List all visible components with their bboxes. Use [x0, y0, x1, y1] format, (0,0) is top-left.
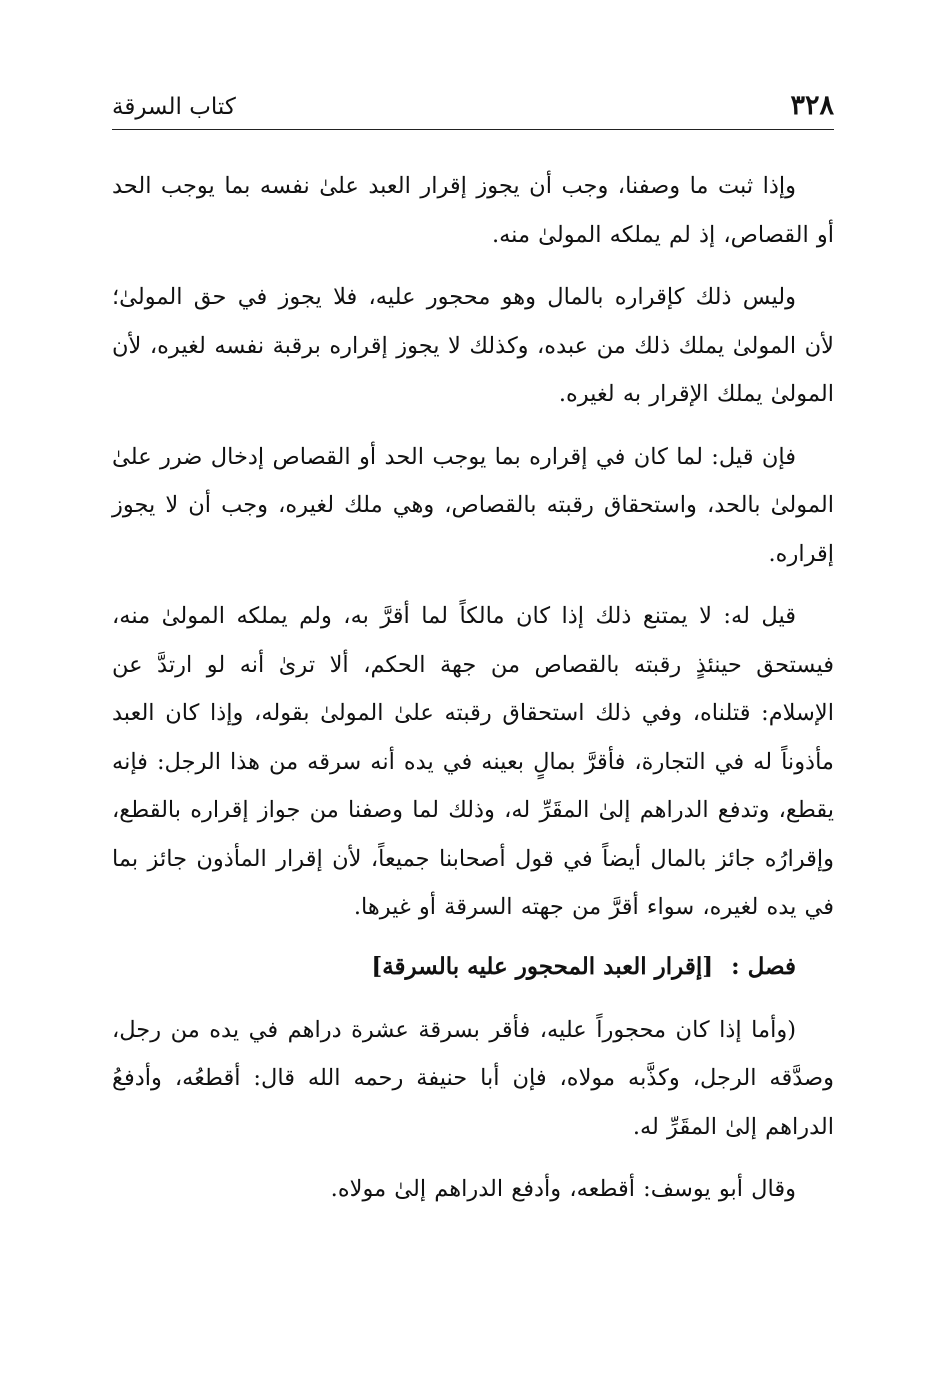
paragraph-5: (وأما إذا كان محجوراً عليه، فأقر بسرقة عشرة دراهم في يده من رجل، وصدَّقه الرجل، وكذَّبه مولاه، فإن أبا حنيفة رحمه الله قال: أقطعُه، وأدفعُ الدراهم إلىٰ المقَرِّ له. [112, 1016, 834, 1140]
paragraph-4: قيل له: لا يمتنع ذلك إذا كان مالكاً لما أقرَّ به، ولم يملكه المولىٰ منه، فيستحق حينئذٍ رقبته بالقصاص من جهة الحكم، ألا ترىٰ أنه لو ارتدَّ عن الإسلام: قتلناه، وفي ذلك استحقاق رقبته علىٰ المولىٰ بقوله، وإذا كان العبد مأذوناً له في التجارة، فأقرَّ بمالٍ بعينه في يده أنه سرقه من هذا الرجل: فإنه يقطع، وتدفع الدراهم إلىٰ المقَرِّ له، وذلك لما وصفنا من جواز إقراره بالقطع، وإقرارُه جائز بالمال أيضاً في قول أصحابنا جميعاً، لأن إقرار المأذون جائز بما في يده لغيره، سواء أقرَّ من جهته السرقة أو غيرها. [112, 603, 834, 920]
body-text [112, 162, 834, 1228]
paragraph-2: وليس ذلك كإقراره بالمال وهو محجور عليه، فلا يجوز في حق المولىٰ؛ لأن المولىٰ يملك ذلك من عبده، وكذلك لا يجوز إقراره برقبة نفسه لغيره، لأن المولىٰ يملك الإقرار به لغيره. [112, 284, 834, 407]
book-title: كتاب السرقة [112, 94, 236, 120]
paragraph-3: فإن قيل: لما كان في إقراره بما يوجب الحد أو القصاص إدخال ضرر علىٰ المولىٰ بالحد، واستحقاق رقبته بالقصاص، وهي ملك لغيره، وجب أن لا يجوز إقراره. [112, 443, 834, 567]
paragraph-6: وقال أبو يوسف: أقطعه، وأدفع الدراهم إلىٰ مولاه. [330, 1176, 796, 1202]
paragraph-1: وإذا ثبت ما وصفنا، وجب أن يجوز إقرار العبد علىٰ نفسه بما يوجب الحد أو القصاص، إذ لم يملكه المولىٰ منه. [112, 173, 834, 248]
section-heading [112, 946, 834, 988]
section-label: فصل : [731, 952, 796, 980]
page-number: ٣٢٨ [790, 90, 834, 121]
section-title: [إقرار العبد المحجور عليه بالسرقة] [371, 952, 714, 980]
running-header [112, 88, 834, 130]
